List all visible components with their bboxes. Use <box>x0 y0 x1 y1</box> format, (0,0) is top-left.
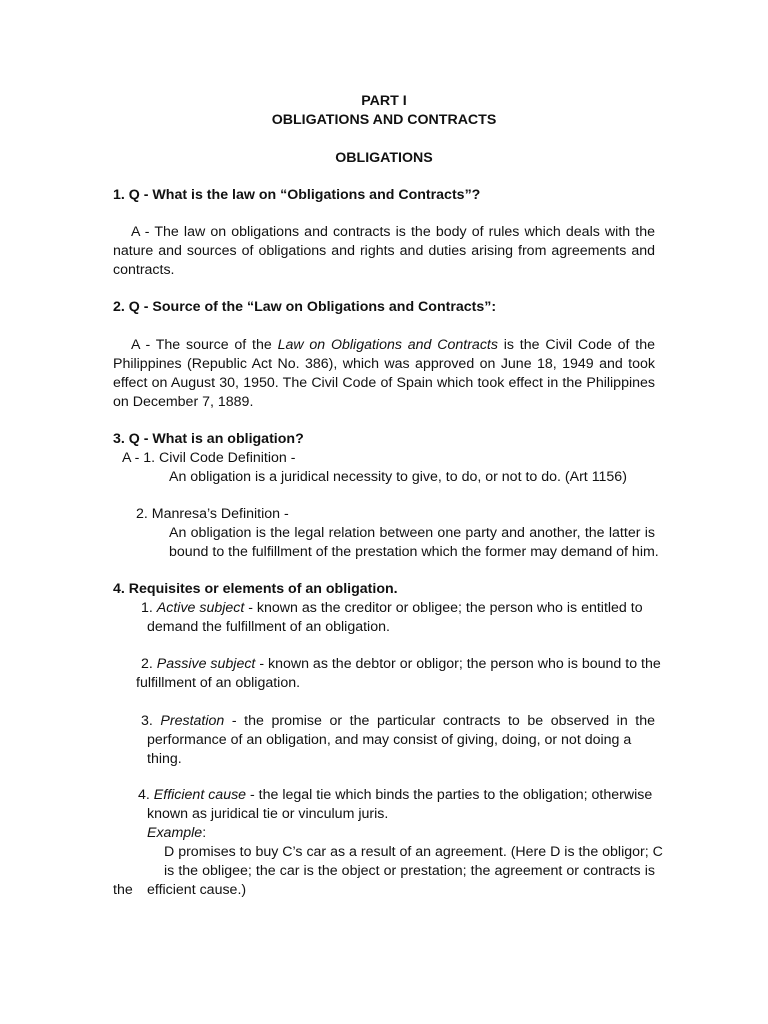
q4-heading: 4. Requisites or elements of an obligation. <box>113 581 398 597</box>
example-label-text: Example <box>147 825 203 841</box>
q4-item-4-line-1 <box>138 786 652 805</box>
q4-item-4-number: 4. <box>138 787 150 803</box>
q3-civil-code-label: A - 1. Civil Code Definition - <box>122 450 296 466</box>
q2-answer-line-3: effect on August 30, 1950. The Civil Code of Spain which took effect in the Philippines <box>113 375 655 391</box>
document-title: OBLIGATIONS AND CONTRACTS <box>271 112 497 128</box>
q2-answer-line-1 <box>131 336 655 355</box>
q4-item-3-term: Prestation <box>160 713 225 729</box>
example-line-1: D promises to buy C’s car as a result of an agreement. (Here D is the obligor; C <box>164 844 663 860</box>
q4-item-3-number: 3. <box>141 713 153 729</box>
q4-item-1-line-1 <box>141 599 643 618</box>
q3-manresa-line-2: bound to the fulfillment of the prestation which the former may demand of him. <box>169 544 659 560</box>
q4-item-2-number: 2. <box>141 656 153 672</box>
q3-manresa-line-1: An obligation is the legal relation between one party and another, the latter is <box>169 525 655 541</box>
q1-question: 1. Q - What is the law on “Obligations and Contracts”? <box>113 187 481 203</box>
q4-item-2-text: - known as the debtor or obligor; the person who is bound to the <box>255 656 661 672</box>
q2-answer-italic: Law on Obligations and Contracts <box>277 337 498 353</box>
q4-item-4-line-2: known as juridical tie or vinculum juris. <box>147 806 389 822</box>
q1-answer-line-3: contracts. <box>113 262 175 278</box>
part-heading: PART I <box>361 93 407 109</box>
q4-item-2-term: Passive subject <box>156 656 256 672</box>
q2-answer-pre: A - The source of the <box>131 337 278 353</box>
q4-item-3-line-2: performance of an obligation, and may consist of giving, doing, or not doing a <box>147 732 632 748</box>
q4-item-1-line-2: demand the fulfillment of an obligation. <box>147 619 390 635</box>
q4-item-1-term: Active subject <box>156 600 245 616</box>
q4-item-2-line-2: fulfillment of an obligation. <box>136 675 301 691</box>
q4-item-1-number: 1. <box>141 600 153 616</box>
example-line-2: is the obligee; the car is the object or prestation; the agreement or contracts is <box>164 863 655 879</box>
q4-item-1-text: - known as the creditor or obligee; the person who is entitled to <box>244 600 643 616</box>
q4-item-2-line-1 <box>141 655 661 674</box>
q2-answer-post: is the Civil Code of the <box>497 337 656 353</box>
q4-item-3-line-1 <box>141 712 655 731</box>
q3-civil-code-text: An obligation is a juridical necessity to give, to do, or not to do. (Art 1156) <box>169 469 627 485</box>
q4-item-4-text: - the legal tie which binds the parties to the obligation; otherwise <box>246 787 653 803</box>
q4-item-3-line-3: thing. <box>147 751 182 767</box>
q3-manresa-label: 2. Manresa’s Definition - <box>136 506 289 522</box>
q3-question: 3. Q - What is an obligation? <box>113 431 304 447</box>
q1-answer-line-2: nature and sources of obligations and rights and duties arising from agreements and <box>113 243 655 259</box>
example-line-3-lead: the <box>113 882 133 898</box>
q1-answer-line-1: A - The law on obligations and contracts is the body of rules which deals with the <box>131 224 655 240</box>
q2-answer-line-2: Philippines (Republic Act No. 386), which was approved on June 18, 1949 and took <box>113 356 655 372</box>
section-heading: OBLIGATIONS <box>335 150 433 166</box>
q2-answer-line-4: on December 7, 1889. <box>113 394 254 410</box>
example-label <box>147 824 206 843</box>
example-colon: : <box>202 825 207 841</box>
q4-item-3-text: - the promise or the particular contracts to be observed in the <box>224 713 655 729</box>
example-line-3: efficient cause.) <box>147 882 247 898</box>
q2-question: 2. Q - Source of the “Law on Obligations and Contracts”: <box>113 299 497 315</box>
q4-item-4-term: Efficient cause <box>153 787 247 803</box>
